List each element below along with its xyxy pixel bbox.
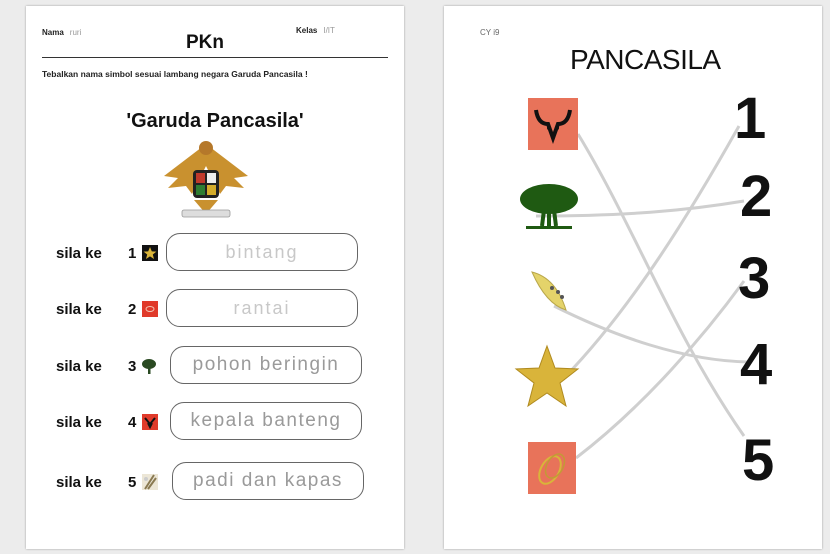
garuda-pancasila-icon — [156, 136, 256, 221]
sila-label: sila ke — [56, 245, 102, 262]
sila-number: 2 — [128, 301, 137, 318]
sila-number: 1 — [128, 245, 137, 262]
bintang-icon — [514, 344, 580, 410]
answer-box: pohon beringin — [170, 346, 362, 384]
name-label: Nama — [42, 28, 64, 37]
beringin-icon — [142, 358, 158, 374]
answer-box: bintang — [166, 233, 358, 271]
sila-label: sila ke — [56, 414, 102, 431]
match-line-bintang — [564, 126, 739, 378]
number-3: 3 — [738, 246, 771, 311]
number-1: 1 — [734, 86, 767, 151]
class-value: I/IT — [323, 26, 335, 35]
number-4: 4 — [740, 332, 773, 397]
subject-title: PKn — [186, 32, 224, 53]
sila-number: 5 — [128, 474, 137, 491]
answer-box: kepala banteng — [170, 402, 362, 440]
worksheet-pancasila-matching — [444, 6, 822, 549]
rantai-icon — [142, 301, 158, 317]
emblem-title: 'Garuda Pancasila' — [126, 110, 304, 132]
name-value: ruri — [69, 28, 82, 37]
match-line-padi — [554, 306, 749, 362]
rantai-icon — [528, 442, 576, 494]
banteng-icon — [528, 98, 578, 150]
worksheet-pkn — [26, 6, 404, 549]
beringin-icon — [518, 182, 580, 230]
sila-label: sila ke — [56, 301, 102, 318]
match-line-rantai — [576, 281, 744, 458]
header-divider — [42, 57, 388, 58]
sila-number: 3 — [128, 358, 137, 375]
banteng-icon — [142, 414, 158, 430]
date-note: CY i9 — [480, 28, 500, 37]
number-5: 5 — [742, 428, 775, 493]
number-2: 2 — [740, 164, 773, 229]
name-field — [42, 28, 81, 37]
worksheet-title: PANCASILA — [570, 44, 721, 75]
answer-box: padi dan kapas — [172, 462, 364, 500]
class-field — [296, 26, 335, 35]
answer-box: rantai — [166, 289, 358, 327]
match-line-banteng — [578, 134, 744, 436]
instruction-text: Tebalkan nama simbol sesuai lambang negara Garuda Pancasila ! — [42, 69, 308, 79]
sila-number: 4 — [128, 414, 137, 431]
class-label: Kelas — [296, 26, 318, 35]
sila-label: sila ke — [56, 358, 102, 375]
bintang-icon — [142, 245, 158, 261]
padi-kapas-icon — [142, 474, 158, 490]
sila-label: sila ke — [56, 474, 102, 491]
padi-kapas-icon — [526, 264, 572, 314]
